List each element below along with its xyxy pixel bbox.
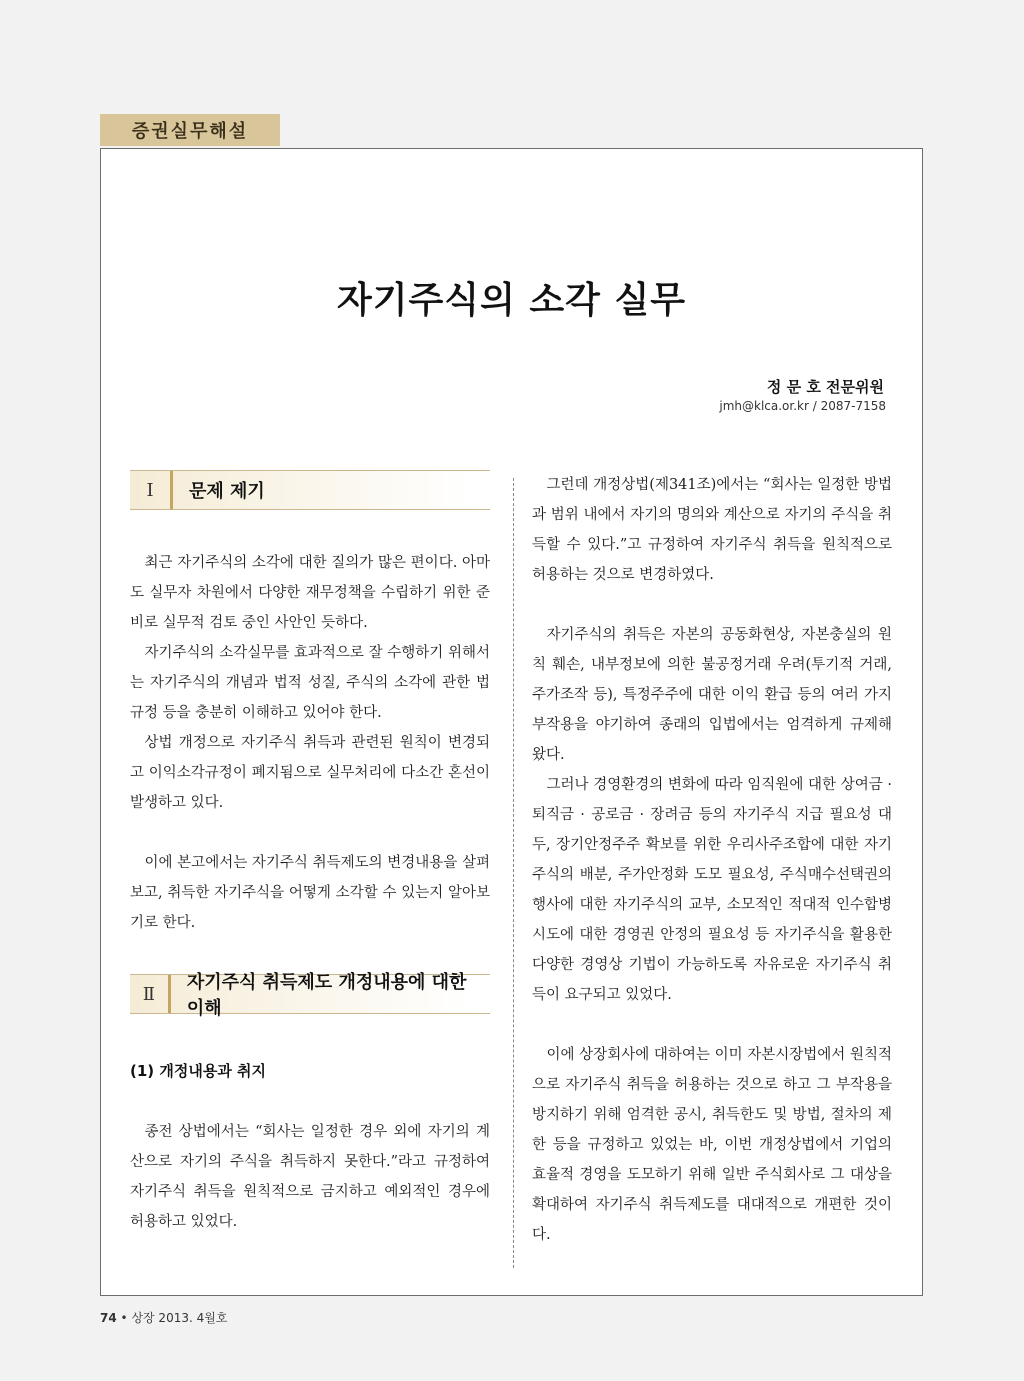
- section-tab: [100, 114, 280, 146]
- paragraph: 이에 본고에서는 자기주식 취득제도의 변경내용을 살펴보고, 취득한 자기주식을 어떻게 소각할 수 있는지 알아보기로 한다.: [130, 855, 490, 931]
- section-number-2: Ⅱ: [130, 975, 171, 1013]
- subheading: (1) 개정내용과 취지: [130, 1062, 267, 1080]
- left-column: [130, 470, 490, 1237]
- column-divider: [513, 478, 514, 1268]
- section-title-2: 자기주식 취득제도 개정내용에 대한 이해: [186, 972, 467, 1019]
- publication-name: 상장 2013. 4월호: [131, 1311, 228, 1325]
- paragraph: 그런데 개정상법(제341조)에서는 “회사는 일정한 방법과 범위 내에서 자기의 명의와 계산으로 자기의 주식을 취득할 수 있다.”고 규정하여 자기주식 취득을 원칙적으로 허용하는 것으로 변경하였다.: [532, 477, 892, 583]
- right-column: [532, 470, 892, 1250]
- section-tab-label: 증권실무해설: [131, 121, 249, 142]
- paragraph: 상법 개정으로 자기주식 취득과 관련된 원칙이 변경되고 이익소각규정이 폐지됨으로 실무처리에 다소간 혼선이 발생하고 있다.: [130, 735, 490, 811]
- paragraph: 이에 상장회사에 대하여는 이미 자본시장법에서 원칙적으로 자기주식 취득을 허용하는 것으로 하고 그 부작용을 방지하기 위해 엄격한 공시, 취득한도 및 방법, 절차의 제한 등을 규정하고 있었는 바, 이번 개정상법에서 기업의 효율적 경영을 도모하기 위해 일반 주식회사로 그 대상을 확대하여 자기주식 취득제도를 대대적으로 개편한 것이다.: [532, 1047, 892, 1243]
- paragraph: 최근 자기주식의 소각에 대한 질의가 많은 편이다. 아마도 실무자 차원에서 다양한 재무정책을 수립하기 위한 준비로 실무적 검토 중인 사안인 듯하다.: [130, 555, 490, 631]
- section-number-1: Ⅰ: [130, 471, 173, 509]
- author-contact: jmh@klca.or.kr / 2087-7158: [719, 399, 886, 413]
- page-number: 74: [100, 1311, 117, 1325]
- author-name: 정 문 호 전문위원: [766, 378, 884, 396]
- paragraph: 자기주식의 취득은 자본의 공동화현상, 자본충실의 원칙 훼손, 내부정보에 의한 불공정거래 우려(투기적 거래, 주가조작 등), 특정주주에 대한 이익 환급 등의 여러 가지 부작용을 야기하여 종래의 입법에서는 엄격하게 규제해 왔다.: [532, 627, 892, 763]
- section-title-1: 문제 제기: [189, 481, 265, 502]
- paragraph: 그러나 경영환경의 변화에 따라 임직원에 대한 상여금 · 퇴직금 · 공로금 · 장려금 등의 자기주식 지급 필요성 대두, 장기안정주주 확보를 위한 우리사주조합에 대한 자기주식의 배분, 주가안정화 도모 필요성, 주식매수선택권의 행사에 대한 자기주식의 교부, 소모적인 적대적 인수합병 시도에 대한 경영권 안정의 필요성 등 자기주식을 활용한 다양한 경영상 기법이 가능하도록 자유로운 자기주식 취득이 요구되고 있었다.: [532, 777, 892, 1003]
- article-title: 자기주식의 소각 실무: [336, 280, 687, 321]
- paragraph: 자기주식의 소각실무를 효과적으로 잘 수행하기 위해서는 자기주식의 개념과 법적 성질, 주식의 소각에 관한 법규정 등을 충분히 이해하고 있어야 한다.: [130, 645, 490, 721]
- paragraph: 종전 상법에서는 “회사는 일정한 경우 외에 자기의 계산으로 자기의 주식을 취득하지 못한다.”라고 규정하여 자기주식 취득을 원칙적으로 금지하고 예외적인 경우에 허용하고 있었다.: [130, 1124, 490, 1230]
- page-footer: [100, 1309, 227, 1326]
- footer-separator: •: [120, 1311, 128, 1325]
- section-heading-1: [130, 470, 490, 510]
- section-heading-2: [130, 972, 490, 1019]
